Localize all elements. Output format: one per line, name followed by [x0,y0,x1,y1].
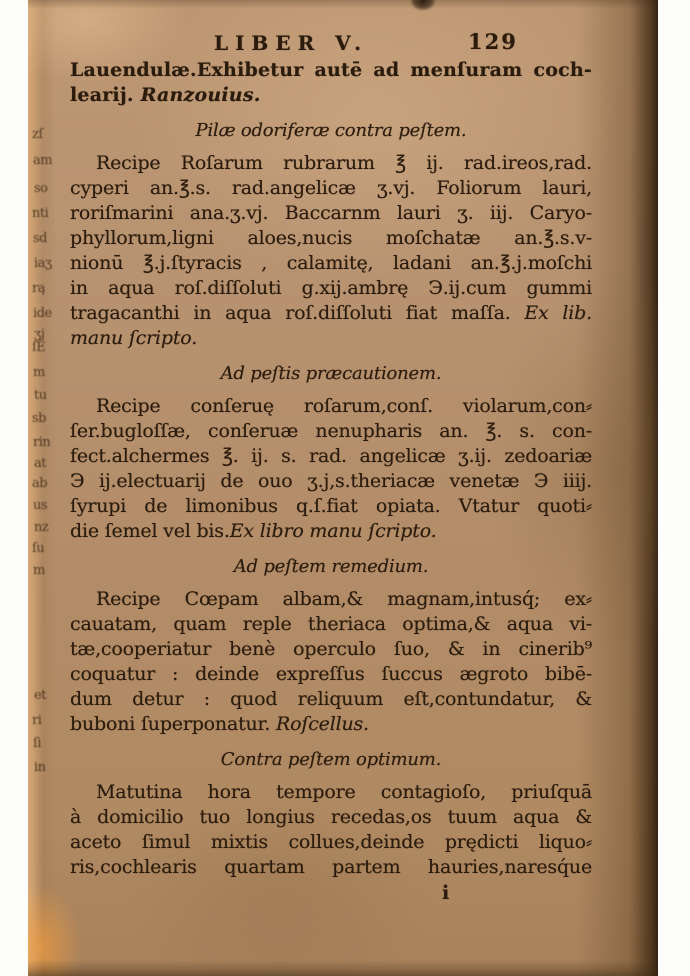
text-line: ſer.bugloſſæ, conſeruæ nenupharis an. ℥. s. con- [70,420,592,442]
text-column [70,58,592,906]
paragraph [70,780,592,880]
gutter-text-fragment: at [34,456,46,471]
gutter-text-fragment: iaʒ [34,256,52,271]
text-line: dum detur : quod reliquum eſt,contundatur, & [70,688,592,710]
text-line: nionū ℥.j.ſtyracis , calamitę, ladani an.℥.j.moſchi [70,252,592,274]
gutter-text-fragment: ſE [32,340,46,355]
text-line: manu ſcripto. [70,327,198,349]
text-line: in aqua roſ.diſſoluti g.xij.ambrę Э.ij.cum gummi [70,277,592,299]
gutter-text-fragment: ab [32,476,48,491]
section-heading: Ad peſtis præcautionem. [220,363,442,384]
gutter-text-fragment: in [34,760,46,775]
text-line: coquatur : deinde expreſſus ſuccus ægroto bibē- [70,663,592,685]
gutter-text-fragment: rin [33,435,51,450]
text-line: Recipe conſeruę roſarum,conſ. violarum,con⸗ [96,395,592,417]
gutter-text-fragment: nz [34,520,49,535]
gutter-text-fragment: ide [33,306,52,321]
gutter-text-fragment: m [33,365,45,380]
ink-stain [410,0,436,11]
text-line: buboni ſuperponatur. Roſcellus. [70,713,369,735]
gutter-text-fragment: sb [32,411,46,426]
gutter-fragments [28,0,58,976]
gutter-text-fragment: ſu [32,541,45,556]
text-line: ris,cochlearis quartam partem hauries,naresq́ue [70,856,592,878]
text-line: tragacanthi in aqua roſ.diſſoluti fiat maſſa. Ex lib. [70,302,592,324]
text-line: phyllorum,ligni aloes,nucis moſchatæ an.℥.s.v- [70,227,592,249]
text-line: Recipe Roſarum rubrarum ℥ ij. rad.ireos,rad. [96,152,592,174]
running-header: LIBER V. [214,31,369,55]
text-line: ſyrupi de limonibus q.ſ.fiat opiata. Vtatur quoti⸗ [70,495,592,517]
paragraph [70,394,592,544]
gutter-text-fragment: am [33,153,53,168]
signature-mark: i [442,882,450,904]
section-heading: Ad peſtem remedium. [233,556,429,577]
text-line: roriſmarini ana.ʒ.vj. Baccarnm lauri ʒ. iij. Caryo- [70,202,592,224]
gutter-text-fragment: sd [33,231,47,246]
text-line: die ſemel vel bis.Ex libro manu ſcripto. [70,520,437,542]
gutter-text-fragment: zſ [32,127,43,142]
text-line: Recipe Cœpam albam,& magnam,intusq́; ex⸗ [96,588,592,610]
book-page [28,0,658,976]
gutter-text-fragment: m [33,563,45,578]
section-heading: Contra peſtem optimum. [220,749,442,770]
gutter-text-fragment: nti [32,206,49,221]
text-line: Matutina hora tempore contagioſo, priuſquā [96,781,592,803]
paragraph [70,58,592,108]
gutter-text-fragment: ri [32,713,42,728]
gutter-text-fragment: us [33,498,48,513]
gutter-text-fragment: ʒj [34,327,45,342]
text-line: cyperi an.℥.s. rad.angelicæ ʒ.vj. Foliorum lauri, [70,177,592,199]
text-line: fect.alchermes ℥. ij. s. rad. angelicæ ʒ.ij. zedoariæ [70,445,592,467]
text-line: cauatam, quam reple theriaca optima,& aqua vi- [70,613,592,635]
text-line: à domicilio tuo longius recedas,os tuum aqua & [70,806,592,828]
paragraph [70,151,592,351]
text-line: Э ij.electuarij de ouo ʒ.j,s.theriacæ venetæ Э iiij. [70,470,592,492]
page-number: 129 [468,29,518,54]
gutter-text-fragment: ſi [33,736,41,751]
gutter-text-fragment: rą [32,281,45,296]
section-heading: Pilæ odoriferæ contra peſtem. [195,120,467,141]
gutter-text-fragment: et [34,688,46,703]
text-line: Lauendulæ.Exhibetur autē ad menſuram coch- [70,59,592,81]
paragraph [70,587,592,737]
text-line: tæ,cooperiatur benè operculo ſuo, & in cinerib⁹ [70,638,592,660]
gutter-text-fragment: tu [34,388,47,403]
text-line: learij. Ranzouius. [70,84,261,106]
text-line: aceto ſimul mixtis collues,deinde prędicti liquo⸗ [70,831,592,853]
gutter-text-fragment: so [34,181,48,196]
